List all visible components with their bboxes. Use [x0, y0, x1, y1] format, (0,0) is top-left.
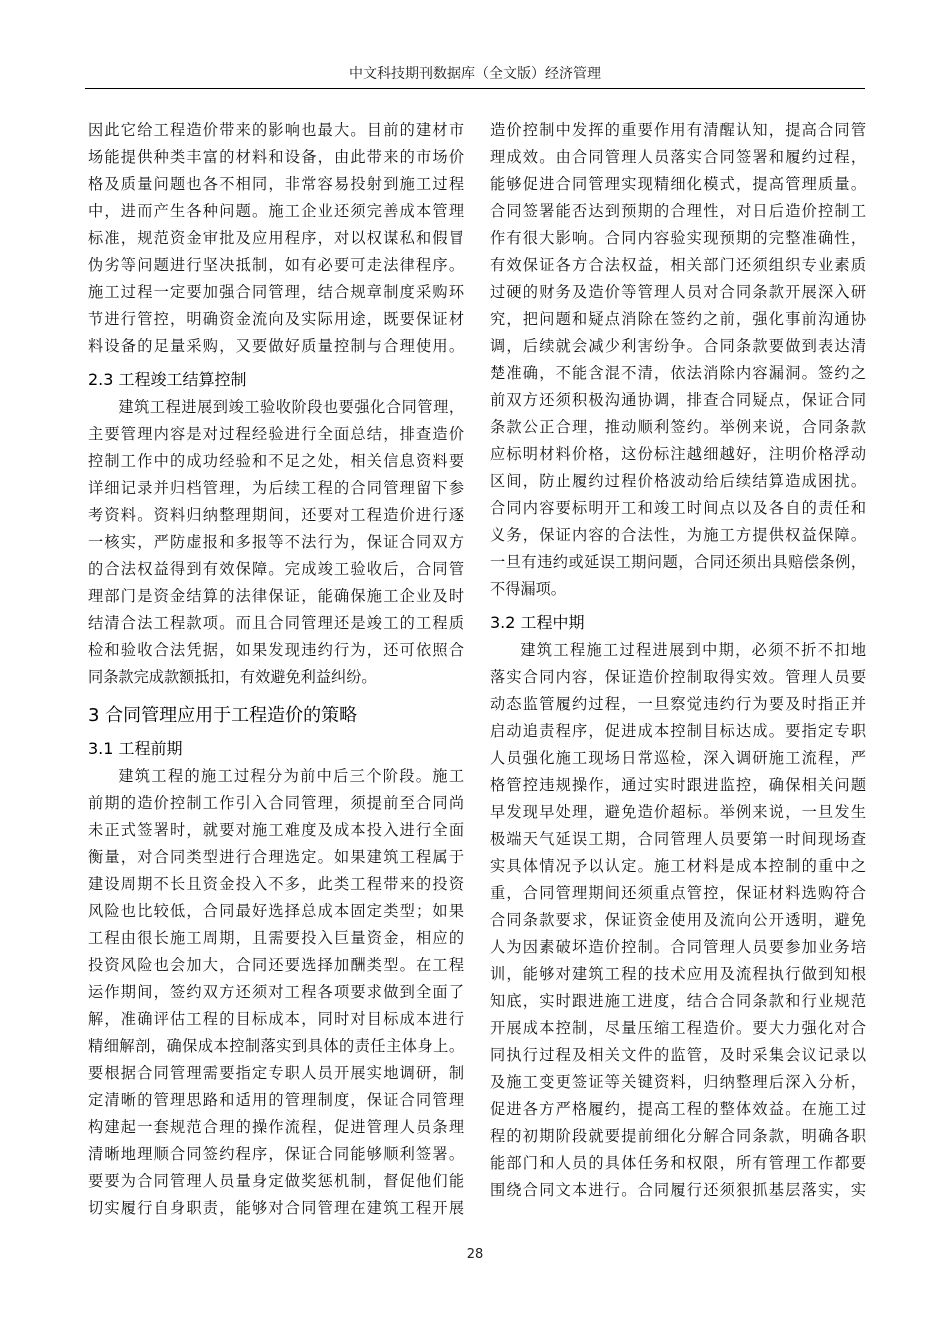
text-line: 一旦有违约或延误工期问题，合同还须出具赔偿条例， — [490, 553, 866, 571]
text-line: 启动追责程序，促进成本控制目标达成。要指定专职 — [490, 722, 866, 740]
text-line: 的合法权益得到有效保障。完成竣工验收后，合同管 — [88, 560, 464, 578]
paragraph-completion-settlement — [88, 394, 464, 691]
paragraph-mid-stage — [490, 637, 866, 1204]
text-line: 人为因素破坏造价控制。合同管理人员要参加业务培 — [490, 938, 866, 956]
text-line: 合同条款要求，保证资金使用及流向公开透明，避免 — [490, 911, 866, 929]
text-line: 理成效。由合同管理人员落实合同签署和履约过程， — [490, 148, 866, 166]
text-line: 程的初期阶段就要提前细化分解合同条款，明确各职 — [490, 1127, 866, 1145]
text-line: 落实合同内容，保证造价控制取得实效。管理人员要 — [490, 668, 866, 686]
text-line: 应标明材料价格，这份标注越细越好，注明价格浮动 — [490, 445, 866, 463]
text-line: 极端天气延误工期，合同管理人员要第一时间现场查 — [490, 830, 866, 848]
text-line: 伪劣等问题进行坚决抵制，如有必要可走法律程序。 — [88, 256, 464, 274]
text-line: 围绕合同文本进行。合同履行还须狠抓基层落实，实 — [490, 1181, 866, 1199]
text-line: 清晰地理顺合同签约程序，保证合同能够顺利签署。 — [88, 1145, 464, 1163]
text-line: 要根据合同管理需要指定专职人员开展实地调研，制 — [88, 1064, 464, 1082]
text-line: 考资料。资料归纳整理期间，还要对工程造价进行逐 — [88, 506, 464, 524]
paragraph-early-stage-continued — [490, 117, 866, 603]
text-line: 训，能够对建筑工程的技术应用及流程执行做到知根 — [490, 965, 866, 983]
text-line: 及施工变更签证等关键资料，归纳整理后深入分析， — [490, 1073, 866, 1091]
text-line: 能够促进合同管理实现精细化模式，提高管理质量。 — [490, 175, 866, 193]
text-line: 场能提供种类丰富的材料和设备，由此带来的市场价 — [88, 148, 464, 166]
left-column — [88, 117, 464, 1222]
text-line: 详细记录并归档管理，为后续工程的合同管理留下参 — [88, 479, 464, 497]
text-line: 构建起一套规范合理的操作流程，促进管理人员条理 — [88, 1118, 464, 1136]
text-line: 条款公正合理，推动顺利签约。举例来说，合同条款 — [490, 418, 866, 436]
right-column — [490, 117, 866, 1204]
paragraph-early-stage — [88, 763, 464, 1222]
text-line: 结清合法工程款项。而且合同管理还是竣工的工程质 — [88, 614, 464, 632]
text-line: 合同签署能否达到预期的合理性，对日后造价控制工 — [490, 202, 866, 220]
text-line: 标准，规范资金审批及应用程序，对以权谋私和假冒 — [88, 229, 464, 247]
text-line: 运作期间，签约双方还须对工程各项要求做到全面了 — [88, 983, 464, 1001]
heading-3-1: 3.1 工程前期 — [88, 739, 183, 758]
text-line: 不得漏项。 — [490, 580, 566, 598]
text-line: 定清晰的管理思路和适用的管理制度，保证合同管理 — [88, 1091, 464, 1109]
text-line: 动态监管履约过程，一旦察觉违约行为要及时指正并 — [490, 695, 866, 713]
text-line: 要要为合同管理人员量身定做奖惩机制，督促他们能 — [88, 1172, 464, 1190]
text-line: 区间，防止履约过程价格波动给后续结算造成困扰。 — [490, 472, 866, 490]
text-line: 造价控制中发挥的重要作用有清醒认知，提高合同管 — [490, 121, 866, 139]
text-line: 楚准确，不能含混不清，依法消除内容漏洞。签约之 — [490, 364, 866, 382]
text-line: 精细解剖，确保成本控制落实到具体的责任主体身上。 — [88, 1037, 464, 1055]
text-line: 能部门和人员的具体任务和权限，所有管理工作都要 — [490, 1154, 866, 1172]
text-line: 建筑工程的施工过程分为前中后三个阶段。施工 — [118, 767, 464, 785]
text-line: 知底，实时跟进施工进度，结合合同条款和行业规范 — [490, 992, 866, 1010]
text-line: 建筑工程进展到竣工验收阶段也要强化合同管理， — [118, 398, 464, 416]
text-line: 作有很大影响。合同内容验实现预期的完整准确性， — [490, 229, 866, 247]
text-line: 未正式签署时，就要对施工难度及成本投入进行全面 — [88, 821, 464, 839]
page-number: 28 — [466, 1247, 484, 1262]
text-line: 调，后续就会减少利害纷争。合同条款要做到表达清 — [490, 337, 866, 355]
text-line: 衡量，对合同类型进行合理选定。如果建筑工程属于 — [88, 848, 464, 866]
text-line: 切实履行自身职责，能够对合同管理在建筑工程开展 — [88, 1199, 464, 1217]
text-line: 合同内容要标明开工和竣工时间点以及各自的责任和 — [490, 499, 866, 517]
text-line: 促进各方严格履约，提高工程的整体效益。在施工过 — [490, 1100, 866, 1118]
text-line: 检和验收合法凭据，如果发现违约行为，还可依照合 — [88, 641, 464, 659]
text-line: 同执行过程及相关文件的监管，及时采集会议记录以 — [490, 1046, 866, 1064]
text-line: 因此它给工程造价带来的影响也最大。目前的建材市 — [88, 121, 464, 139]
text-line: 前期的造价控制工作引入合同管理，须提前至合同尚 — [88, 794, 464, 812]
text-line: 开展成本控制，尽量压缩工程造价。要大力强化对合 — [490, 1019, 866, 1037]
paragraph-continuation — [88, 117, 464, 360]
text-line: 工程由很长施工周期，且需要投入巨量资金，相应的 — [88, 929, 464, 947]
header-rule — [85, 88, 865, 89]
text-line: 一核实，严防虚报和多报等不法行为，保证合同双方 — [88, 533, 464, 551]
text-line: 过硬的财务及造价等管理人员对合同条款开展深入研 — [490, 283, 866, 301]
text-line: 风险也比较低，合同最好选择总成本固定类型；如果 — [88, 902, 464, 920]
text-line: 中，进而产生各种问题。施工企业还须完善成本管理 — [88, 202, 464, 220]
text-line: 早发现早处理，避免造价超标。举例来说，一旦发生 — [490, 803, 866, 821]
text-line: 解，准确评估工程的目标成本，同时对目标成本进行 — [88, 1010, 464, 1028]
text-line: 主要管理内容是对过程经验进行全面总结，排查造价 — [88, 425, 464, 443]
text-line: 理部门是资金结算的法律保证，能确保施工企业及时 — [88, 587, 464, 605]
text-line: 格及质量问题也各不相同，非常容易投射到施工过程 — [88, 175, 464, 193]
running-head-journal-title: 中文科技期刊数据库（全文版）经济管理 — [349, 66, 601, 82]
heading-3-2: 3.2 工程中期 — [490, 613, 585, 632]
text-line: 料设备的足量采购，又要做好质量控制与合理使用。 — [88, 337, 464, 355]
text-line: 前双方还须积极沟通协调，排查合同疑点，保证合同 — [490, 391, 866, 409]
text-line: 实具体情况予以认定。施工材料是成本控制的重中之 — [490, 857, 866, 875]
text-line: 建设周期不长且资金投入不多，此类工程带来的投资 — [88, 875, 464, 893]
text-line: 同条款完成款额抵扣，有效避免利益纠纷。 — [88, 668, 377, 686]
heading-3: 3 合同管理应用于工程造价的策略 — [88, 705, 358, 726]
text-line: 投资风险也会加大，合同还要选择加酬类型。在工程 — [88, 956, 464, 974]
text-line: 节进行管控，明确资金流向及实际用途，既要保证材 — [88, 310, 464, 328]
text-line: 施工过程一定要加强合同管理，结合规章制度采购环 — [88, 283, 464, 301]
text-line: 人员强化施工现场日常巡检，深入调研施工流程，严 — [490, 749, 866, 767]
text-line: 究，把问题和疑点消除在签约之前，强化事前沟通协 — [490, 310, 866, 328]
heading-2-3: 2.3 工程竣工结算控制 — [88, 370, 247, 389]
text-line: 建筑工程施工过程进展到中期，必须不折不扣地 — [520, 641, 866, 659]
text-line: 格管控违规操作，通过实时跟进监控，确保相关问题 — [490, 776, 866, 794]
text-line: 义务，保证内容的合法性，为施工方提供权益保障。 — [490, 526, 866, 544]
text-line: 有效保证各方合法权益，相关部门还须组织专业素质 — [490, 256, 866, 274]
text-line: 控制工作中的成功经验和不足之处，相关信息资料要 — [88, 452, 464, 470]
text-line: 重，合同管理期间还须重点管控，保证材料选购符合 — [490, 884, 866, 902]
